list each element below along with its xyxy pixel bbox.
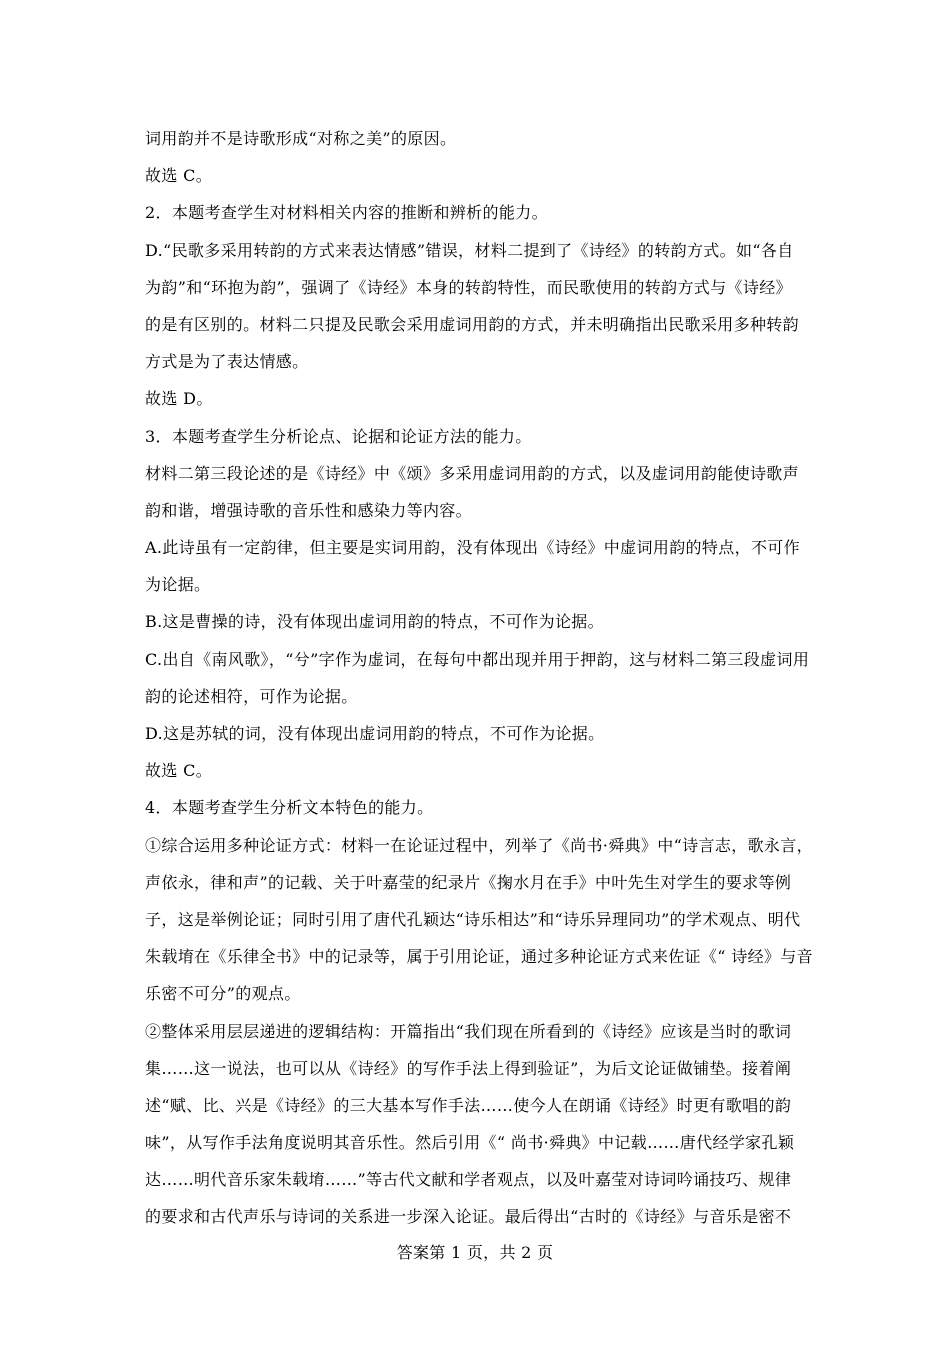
answer-text-body	[145, 120, 835, 1236]
text-line: B.这是曹操的诗，没有体现出虚词用韵的特点，不可作为论据。	[145, 612, 604, 632]
text-line: 3．本题考查学生分析论点、论据和论证方法的能力。	[145, 426, 532, 446]
text-line: 味”，从写作手法角度说明其音乐性。然后引用《“ 尚书·舜典》中记载……唐代经学家孔颖	[145, 1133, 795, 1153]
text-line: 故选 C。	[145, 761, 213, 781]
text-line: 朱载堉在《乐律全书》中的记录等，属于引用论证，通过多种论证方式来佐证《“ 诗经》与音	[145, 947, 813, 967]
text-line: 2．本题考查学生对材料相关内容的推断和辨析的能力。	[145, 203, 548, 223]
text-line: 子，这是举例论证；同时引用了唐代孔颖达“诗乐相达”和“诗乐异理同功”的学术观点、明代	[145, 909, 801, 929]
page-footer: 答案第 1 页，共 2 页	[396, 1243, 554, 1262]
text-line: 故选 D。	[145, 389, 213, 409]
text-line: 声依永，律和声”的记载、关于叶嘉莹的纪录片《掬水月在手》中叶先生对学生的要求等例	[145, 872, 792, 892]
text-line: 材料二第三段论述的是《诗经》中《颂》多采用虚词用韵的方式，以及虚词用韵能使诗歌声	[145, 463, 800, 483]
text-line: 的要求和古代声乐与诗词的关系进一步深入论证。最后得出“古时的《诗经》与音乐是密不	[145, 1207, 792, 1227]
text-line: 达……明代音乐家朱载堉……”等古代文献和学者观点，以及叶嘉莹对诗词吟诵技巧、规律	[145, 1170, 792, 1190]
text-line: 故选 C。	[145, 166, 213, 186]
text-line: 为论据。	[145, 575, 211, 595]
text-line: 乐密不可分”的观点。	[145, 984, 301, 1004]
text-line: ②整体采用层层递进的逻辑结构：开篇指出“我们现在所看到的《诗经》应该是当时的歌词	[145, 1021, 792, 1041]
text-line: D.“民歌多采用转韵的方式来表达情感”错误，材料二提到了《诗经》的转韵方式。如“各自	[145, 240, 794, 260]
text-line: 集……这一说法，也可以从《诗经》的写作手法上得到验证”，为后文论证做铺垫。接着阐	[145, 1058, 792, 1078]
text-line: A.此诗虽有一定韵律，但主要是实词用韵，没有体现出《诗经》中虚词用韵的特点，不可作	[145, 538, 800, 558]
text-line: 词用韵并不是诗歌形成“对称之美”的原因。	[145, 129, 457, 148]
text-line: D.这是苏轼的词，没有体现出虚词用韵的特点，不可作为论据。	[145, 724, 605, 743]
text-line: 的是有区别的。材料二只提及民歌会采用虚词用韵的方式，并未明确指出民歌采用多种转韵	[145, 314, 800, 334]
text-line: C.出自《南风歌》，“兮”字作为虚词，在每句中都出现并用于押韵，这与材料二第三段虚词用	[145, 649, 810, 669]
text-line: 述“赋、比、兴是《诗经》的三大基本写作手法……使今人在朗诵《诗经》时更有歌唱的韵	[145, 1095, 792, 1115]
text-line: 韵和谐，增强诗歌的音乐性和感染力等内容。	[145, 500, 473, 520]
text-line: ①综合运用多种论证方式：材料一在论证过程中，列举了《尚书·舜典》中“诗言志，歌永言，	[145, 835, 813, 855]
text-line: 韵的论述相符，可作为论据。	[145, 686, 358, 706]
text-line: 为韵”和“环抱为韵”，强调了《诗经》本身的转韵特性，而民歌使用的转韵方式与《诗经》	[145, 277, 792, 297]
text-line: 4．本题考查学生分析文本特色的能力。	[145, 798, 434, 818]
text-line: 方式是为了表达情感。	[145, 352, 309, 372]
